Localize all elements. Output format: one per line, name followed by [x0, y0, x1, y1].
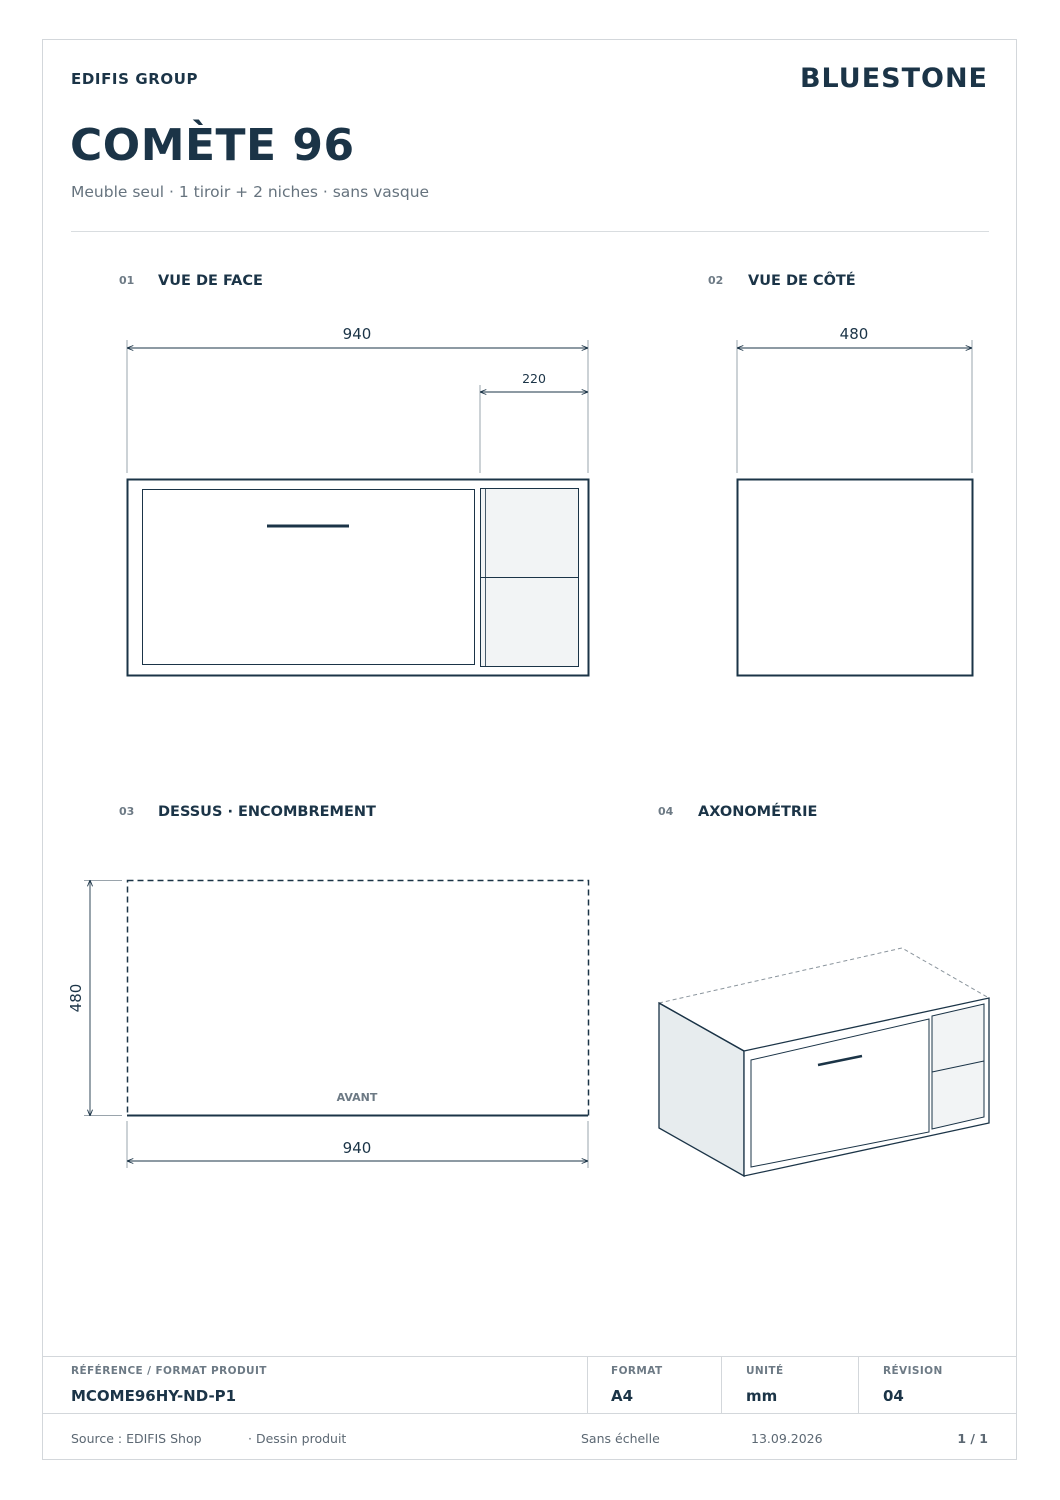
footer-date: 13.09.2026	[751, 1431, 823, 1446]
side-outline	[738, 480, 973, 676]
side-view	[737, 325, 973, 676]
reference-value: MCOME96HY-ND-P1	[71, 1387, 237, 1405]
view-1-number: 01	[119, 274, 135, 287]
title-block-top-rule	[42, 1356, 1017, 1357]
title-block-mid-rule	[42, 1413, 1017, 1414]
unit-label: UNITÉ	[746, 1365, 784, 1377]
revision-label: RÉVISION	[883, 1365, 943, 1377]
view-2-number: 02	[708, 274, 724, 287]
revision-value: 04	[883, 1387, 904, 1405]
title-block-divider	[587, 1356, 588, 1413]
title-block-divider	[721, 1356, 722, 1413]
front-view	[127, 325, 589, 676]
footer-scale: Sans échelle	[581, 1431, 660, 1446]
view-4-number: 04	[658, 805, 674, 818]
footer-source: Source : EDIFIS Shop	[71, 1431, 202, 1446]
drawer-front	[143, 490, 475, 665]
front-width-label: 940	[342, 325, 372, 343]
view-3-title: DESSUS · ENCOMBREMENT	[158, 804, 376, 820]
side-depth-label: 480	[839, 325, 869, 343]
format-label: FORMAT	[611, 1365, 663, 1377]
front-label: AVANT	[336, 1091, 378, 1104]
product-subtitle: Meuble seul · 1 tiroir + 2 niches · sans vasque	[71, 183, 430, 201]
view-3-number: 03	[119, 805, 135, 818]
title-block-divider	[858, 1356, 859, 1413]
top-depth-label: 480	[67, 983, 85, 1013]
view-1-title: VUE DE FACE	[158, 273, 263, 289]
footprint-outline	[128, 881, 589, 1116]
product-title: COMÈTE 96	[70, 120, 355, 171]
company-name: EDIFIS GROUP	[71, 70, 199, 88]
view-4-title: AXONOMÉTRIE	[698, 804, 818, 820]
hidden-top-edges	[659, 948, 989, 1003]
top-view	[67, 880, 589, 1168]
cabinet-side-face	[659, 1003, 744, 1176]
view-2-title: VUE DE CÔTÉ	[748, 273, 856, 289]
format-value: A4	[611, 1387, 634, 1405]
footer-doc-type: · Dessin produit	[248, 1431, 347, 1446]
axonometric-view	[659, 948, 989, 1176]
unit-value: mm	[746, 1387, 778, 1405]
reference-label: RÉFÉRENCE / FORMAT PRODUIT	[71, 1365, 267, 1377]
brand-logo: BLUESTONE	[799, 63, 988, 94]
footer-page: 1 / 1	[957, 1431, 988, 1446]
top-width-label: 940	[342, 1139, 372, 1157]
niche-width-label: 220	[522, 371, 546, 386]
